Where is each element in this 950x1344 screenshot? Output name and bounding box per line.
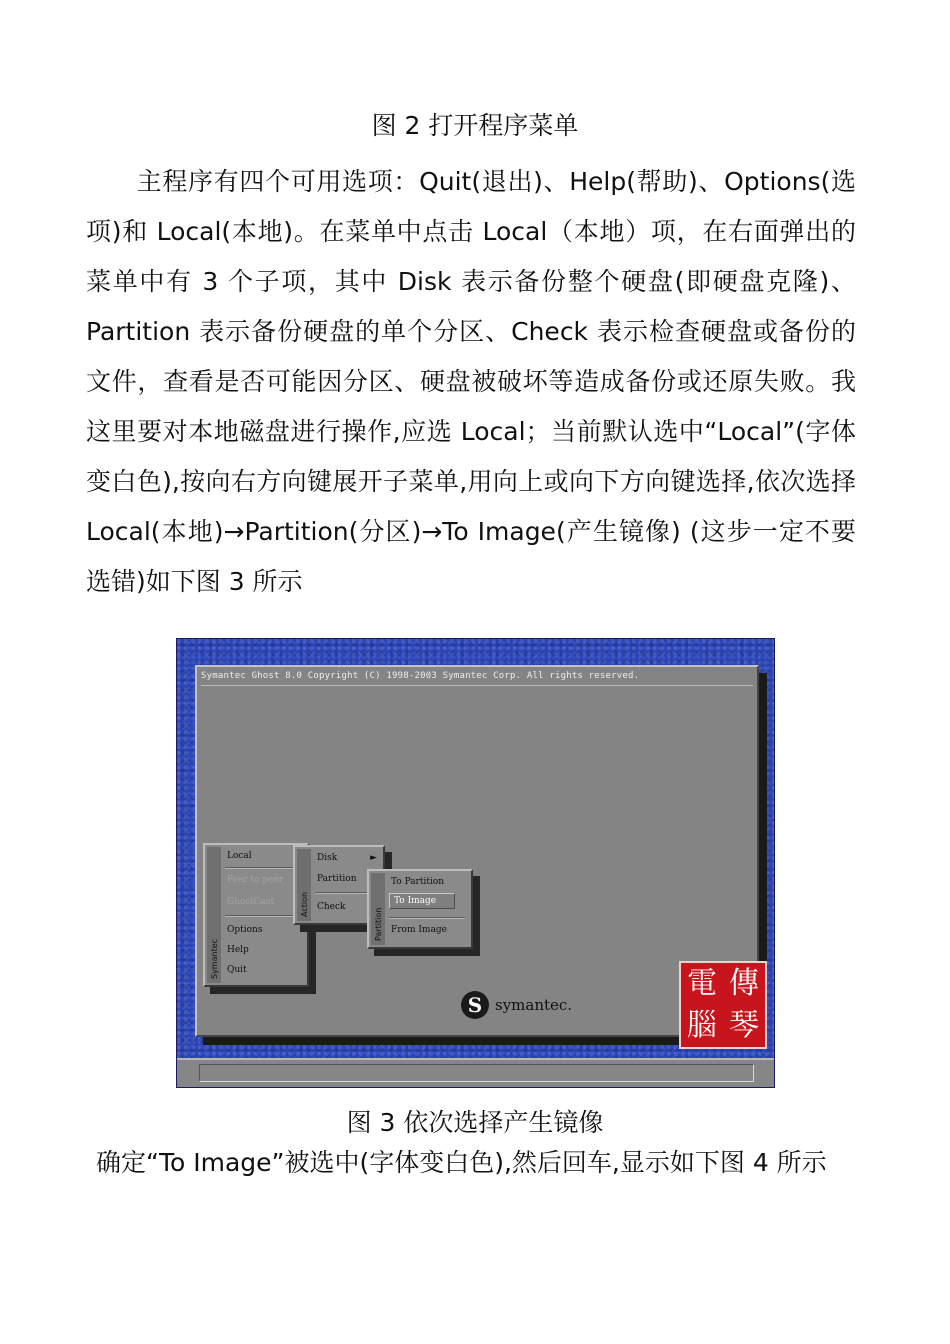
menu-item-local[interactable]: Local	[227, 851, 252, 861]
ghost-window	[195, 665, 759, 1043]
menu-separator	[225, 867, 301, 869]
status-field	[199, 1064, 754, 1082]
menu-item-disk[interactable]: Disk	[317, 853, 338, 863]
partition-submenu-side-label: Partition	[371, 873, 385, 945]
figure-2-caption: 图 2 打开程序菜单	[371, 111, 579, 140]
submenu-arrow-icon: ►	[370, 853, 377, 863]
ghost-screenshot	[176, 638, 775, 1088]
menu-item-help[interactable]: Help	[227, 945, 249, 955]
symantec-logo	[461, 991, 572, 1019]
red-seal-stamp	[679, 961, 767, 1049]
partition-submenu	[367, 869, 473, 949]
menu-item-partition[interactable]: Partition	[317, 874, 357, 884]
ghost-title-bar: Symantec Ghost 8.0 Copyright (C) 1998-2003 Symantec Corp. All rights reserved.	[201, 671, 753, 686]
paragraph-main-menu-description	[86, 157, 856, 607]
menu-item-to-image[interactable]: To Image	[389, 893, 455, 909]
paragraph-1-text: 主程序有四个可用选项：Quit(退出)、Help(帮助)、Options(选项)和 Local(本地)。在菜单中点击 Local（本地）项，在右面弹出的菜单中有 3 个子项，其中 Disk 表示备份整个硬盘(即硬盘克隆)、Partition 表示备份硬盘的单个分区、Check 表示检查硬盘或备份的文件，查看是否可能因分区、硬盘被破坏等造成备份或还原失败。我这里要对本地磁盘进行操作,应选 Local；当前默认选中“Local”(字体变白色),按向右方向键展开子菜单,用向上或向下方向键选择,依次选择 Local(本地)→Partition(分区)→To Image(产生镜像) (这步一定不要选错)如下图 3 所示	[86, 167, 856, 596]
main-menu-side-label: Symantec	[207, 847, 221, 983]
ghost-status-bar	[177, 1058, 774, 1087]
menu-item-peer-to-peer[interactable]: Peer to peer	[227, 875, 284, 885]
figure-3-caption: 图 3 依次选择产生镜像	[346, 1108, 604, 1137]
menu-item-quit[interactable]: Quit	[227, 965, 247, 975]
menu-item-ghostcast[interactable]: GhostCast	[227, 897, 275, 907]
menu-item-check[interactable]: Check	[317, 902, 346, 912]
seal-char: 琴	[729, 1008, 759, 1043]
local-submenu-side-label: Action	[297, 849, 311, 921]
menu-item-from-image[interactable]: From Image	[391, 925, 447, 935]
seal-char: 傳	[729, 966, 759, 1001]
menu-item-options[interactable]: Options	[227, 925, 263, 935]
seal-char: 電	[687, 966, 717, 1001]
seal-char: 腦	[687, 1008, 717, 1043]
menu-separator	[225, 915, 301, 917]
paragraph-confirm-to-image: 确定“To Image”被选中(字体变白色),然后回车,显示如下图 4 所示	[96, 1148, 827, 1177]
menu-item-to-partition[interactable]: To Partition	[391, 877, 445, 887]
symantec-logo-icon: S	[461, 991, 489, 1019]
symantec-logo-text: symantec.	[495, 996, 573, 1014]
menu-separator	[389, 917, 465, 919]
